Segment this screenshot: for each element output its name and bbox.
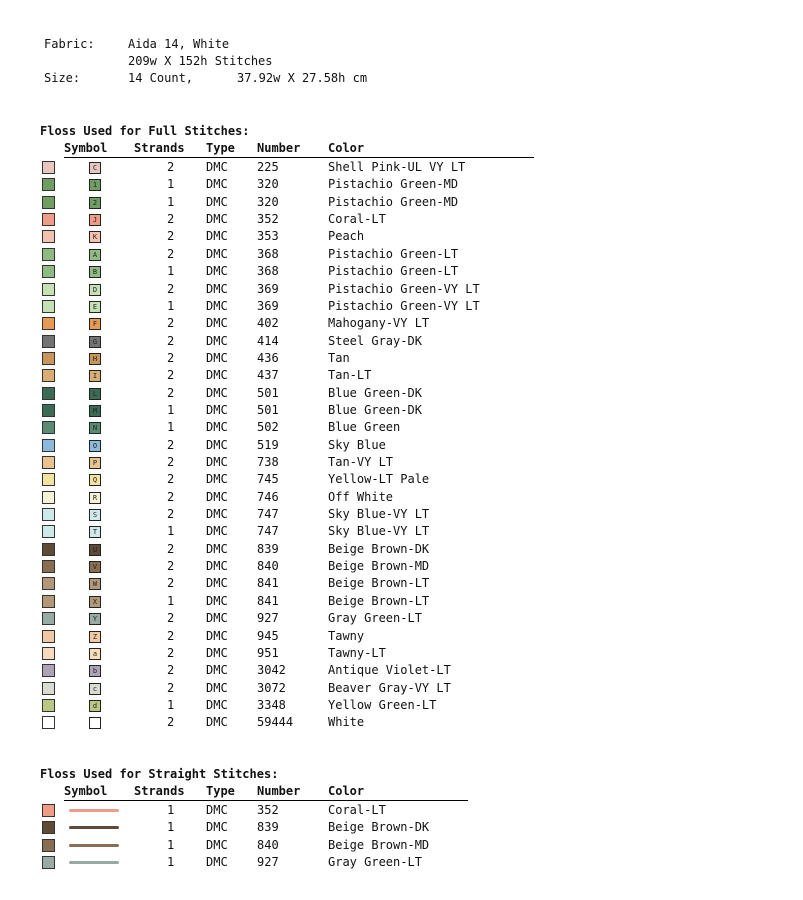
color-name: Beige Brown-MD <box>328 837 430 852</box>
color-swatch <box>42 508 55 521</box>
number-value: 839 <box>257 541 279 556</box>
symbol-glyph: D <box>89 284 101 296</box>
table-row <box>40 523 535 540</box>
table-row <box>40 298 535 315</box>
color-name: Yellow-LT Pale <box>328 472 430 487</box>
fabric-value: Aida 14, White <box>128 37 230 51</box>
type-value: DMC <box>206 229 228 244</box>
color-name: Beige Brown-MD <box>328 559 430 573</box>
table-row <box>40 263 535 280</box>
strands-value: 1 <box>167 854 175 869</box>
color-swatch <box>42 456 55 469</box>
header-number: Number <box>257 784 301 798</box>
strands-value: 2 <box>167 437 175 452</box>
number-value: 840 <box>257 837 279 852</box>
symbol-glyph: R <box>89 492 101 504</box>
stitch-line-sample <box>69 826 119 829</box>
type-value: DMC <box>206 697 228 712</box>
color-swatch <box>42 404 55 417</box>
strands-value: 1 <box>167 593 175 608</box>
number-value: 3348 <box>257 697 286 712</box>
table-row <box>40 506 535 523</box>
symbol-glyph: G <box>89 336 101 348</box>
color-swatch <box>42 335 55 348</box>
strands-value: 2 <box>167 663 175 678</box>
number-value: 353 <box>257 229 279 244</box>
table-row <box>40 315 535 332</box>
table-row <box>40 558 535 575</box>
color-swatch <box>42 387 55 400</box>
color-swatch <box>42 647 55 660</box>
color-name: Beige Brown-LT <box>328 576 430 591</box>
stitch-line-sample <box>69 861 119 864</box>
fabric-line <box>44 36 230 53</box>
symbol-glyph: I <box>89 370 101 382</box>
strands-value: 1 <box>167 264 175 279</box>
stitches-value: 209w X 152h Stitches <box>128 54 273 68</box>
color-name: Pistachio Green-LT <box>328 246 459 261</box>
number-value: 951 <box>257 645 279 660</box>
number-value: 225 <box>257 160 279 174</box>
color-swatch <box>42 839 55 852</box>
symbol-glyph: 2 <box>89 197 101 209</box>
strands-value: 2 <box>167 541 175 556</box>
strands-value: 2 <box>167 350 175 365</box>
symbol-glyph: W <box>89 578 101 590</box>
number-value: 927 <box>257 611 279 626</box>
color-name: Pistachio Green-MD <box>328 194 459 209</box>
strands-value: 2 <box>167 576 175 591</box>
strands-value: 2 <box>167 472 175 487</box>
number-value: 3042 <box>257 663 286 678</box>
strands-value: 2 <box>167 715 175 730</box>
header-number: Number <box>257 141 301 155</box>
number-value: 746 <box>257 489 279 504</box>
number-value: 320 <box>257 177 279 192</box>
header-symbol: Symbol <box>64 784 108 798</box>
color-name: Tawny-LT <box>328 645 386 660</box>
number-value: 501 <box>257 385 279 400</box>
color-swatch <box>42 439 55 452</box>
type-value: DMC <box>206 680 228 695</box>
full-stitches-header <box>40 140 535 157</box>
type-value: DMC <box>206 246 228 261</box>
type-value: DMC <box>206 663 228 678</box>
strands-value: 2 <box>167 680 175 695</box>
table-row <box>40 333 535 350</box>
color-swatch <box>42 804 55 817</box>
straight-stitches-header <box>40 783 470 800</box>
type-value: DMC <box>206 455 228 469</box>
color-swatch <box>42 196 55 209</box>
color-name: Tan-LT <box>328 368 372 383</box>
table-row <box>40 837 470 854</box>
symbol-glyph: d <box>89 700 101 712</box>
strands-value: 1 <box>167 803 175 817</box>
color-swatch <box>42 699 55 712</box>
table-row <box>40 593 535 610</box>
straight-header-rule <box>64 800 468 801</box>
color-name: Tawny <box>328 628 365 643</box>
table-row <box>40 367 535 384</box>
symbol-glyph: B <box>89 266 101 278</box>
color-name: Beaver Gray-VY LT <box>328 680 451 695</box>
type-value: DMC <box>206 472 228 487</box>
symbol-glyph: S <box>89 509 101 521</box>
type-value: DMC <box>206 611 228 626</box>
number-value: 927 <box>257 854 279 869</box>
color-name: White <box>328 715 365 730</box>
color-swatch <box>42 248 55 261</box>
strands-value: 1 <box>167 402 175 417</box>
strands-value: 2 <box>167 489 175 504</box>
symbol-glyph: M <box>89 405 101 417</box>
type-value: DMC <box>206 489 228 504</box>
color-swatch <box>42 213 55 226</box>
strands-value: 1 <box>167 177 175 192</box>
symbol-glyph: N <box>89 422 101 434</box>
table-row <box>40 714 535 731</box>
type-value: DMC <box>206 177 228 192</box>
color-name: Gray Green-LT <box>328 611 422 626</box>
color-name: Sky Blue-VY LT <box>328 507 430 521</box>
strands-value: 2 <box>167 455 175 469</box>
color-swatch <box>42 161 55 174</box>
strands-value: 1 <box>167 298 175 313</box>
type-value: DMC <box>206 854 228 869</box>
type-value: DMC <box>206 368 228 383</box>
table-row <box>40 228 535 245</box>
header-color: Color <box>328 141 365 155</box>
number-value: 369 <box>257 298 279 313</box>
type-value: DMC <box>206 507 228 521</box>
number-value: 738 <box>257 455 279 469</box>
symbol-glyph: Y <box>89 613 101 625</box>
table-row <box>40 489 535 506</box>
strands-value: 1 <box>167 420 175 435</box>
symbol-glyph: O <box>89 440 101 452</box>
table-row <box>40 471 535 488</box>
symbol-glyph: E <box>89 301 101 313</box>
color-name: Pistachio Green-VY LT <box>328 281 480 296</box>
color-name: Beige Brown-DK <box>328 541 430 556</box>
color-swatch <box>42 491 55 504</box>
color-swatch <box>42 317 55 330</box>
type-value: DMC <box>206 628 228 643</box>
color-name: Mahogany-VY LT <box>328 316 430 331</box>
type-value: DMC <box>206 160 228 174</box>
type-value: DMC <box>206 264 228 279</box>
color-name: Sky Blue <box>328 437 386 452</box>
table-row <box>40 802 470 819</box>
number-value: 747 <box>257 524 279 539</box>
header-type: Type <box>206 141 235 155</box>
size-count: 14 Count, <box>128 71 194 85</box>
strands-value: 2 <box>167 385 175 400</box>
color-name: Tan <box>328 350 350 365</box>
number-value: 747 <box>257 507 279 521</box>
color-swatch <box>42 421 55 434</box>
symbol-glyph: P <box>89 457 101 469</box>
strands-value: 2 <box>167 559 175 573</box>
table-row <box>40 541 535 558</box>
number-value: 839 <box>257 820 279 835</box>
number-value: 501 <box>257 402 279 417</box>
type-value: DMC <box>206 420 228 435</box>
type-value: DMC <box>206 281 228 296</box>
number-value: 352 <box>257 803 279 817</box>
number-value: 320 <box>257 194 279 209</box>
strands-value: 2 <box>167 281 175 296</box>
number-value: 369 <box>257 281 279 296</box>
color-name: Blue Green-DK <box>328 402 422 417</box>
strands-value: 1 <box>167 697 175 712</box>
color-swatch <box>42 265 55 278</box>
size-label: Size: <box>44 71 81 85</box>
color-swatch <box>42 525 55 538</box>
color-swatch <box>42 230 55 243</box>
table-row <box>40 454 535 471</box>
symbol-glyph: T <box>89 526 101 538</box>
type-value: DMC <box>206 437 228 452</box>
number-value: 502 <box>257 420 279 435</box>
strands-value: 1 <box>167 837 175 852</box>
symbol-glyph: X <box>89 596 101 608</box>
strands-value: 1 <box>167 820 175 835</box>
color-name: Shell Pink-UL VY LT <box>328 160 466 174</box>
number-value: 519 <box>257 437 279 452</box>
color-name: Coral-LT <box>328 212 386 227</box>
number-value: 3072 <box>257 680 286 695</box>
color-name: Coral-LT <box>328 803 386 817</box>
symbol-glyph: L <box>89 388 101 400</box>
color-swatch <box>42 577 55 590</box>
header-symbol: Symbol <box>64 141 108 155</box>
strands-value: 2 <box>167 229 175 244</box>
type-value: DMC <box>206 212 228 227</box>
color-name: Pistachio Green-LT <box>328 264 459 279</box>
color-swatch <box>42 821 55 834</box>
type-value: DMC <box>206 333 228 348</box>
strands-value: 2 <box>167 507 175 521</box>
strands-value: 2 <box>167 628 175 643</box>
number-value: 368 <box>257 264 279 279</box>
table-row <box>40 437 535 454</box>
size-line <box>44 70 368 87</box>
type-value: DMC <box>206 385 228 400</box>
table-row <box>40 575 535 592</box>
type-value: DMC <box>206 316 228 331</box>
symbol-glyph: H <box>89 353 101 365</box>
number-value: 368 <box>257 246 279 261</box>
symbol-glyph: K <box>89 231 101 243</box>
symbol-glyph: c <box>89 683 101 695</box>
type-value: DMC <box>206 350 228 365</box>
color-swatch <box>42 369 55 382</box>
symbol-glyph <box>89 717 101 729</box>
color-name: Yellow Green-LT <box>328 697 437 712</box>
symbol-glyph: a <box>89 648 101 660</box>
strands-value: 1 <box>167 524 175 539</box>
color-name: Blue Green-DK <box>328 385 422 400</box>
type-value: DMC <box>206 837 228 852</box>
color-swatch <box>42 283 55 296</box>
stitches-line <box>44 53 273 70</box>
symbol-glyph: A <box>89 249 101 261</box>
color-name: Blue Green <box>328 420 401 435</box>
table-row <box>40 645 535 662</box>
type-value: DMC <box>206 576 228 591</box>
strands-value: 2 <box>167 160 175 174</box>
table-row <box>40 281 535 298</box>
table-row <box>40 697 535 714</box>
color-name: Tan-VY LT <box>328 455 394 469</box>
type-value: DMC <box>206 803 228 817</box>
type-value: DMC <box>206 820 228 835</box>
header-color: Color <box>328 784 365 798</box>
full-header-rule <box>64 157 534 158</box>
number-value: 352 <box>257 212 279 227</box>
table-row <box>40 610 535 627</box>
color-swatch <box>42 178 55 191</box>
header-strands: Strands <box>134 141 185 155</box>
symbol-glyph: b <box>89 665 101 677</box>
color-name: Beige Brown-DK <box>328 820 430 835</box>
color-swatch <box>42 352 55 365</box>
color-swatch <box>42 682 55 695</box>
symbol-glyph: J <box>89 214 101 226</box>
symbol-glyph: 1 <box>89 179 101 191</box>
type-value: DMC <box>206 593 228 608</box>
color-swatch <box>42 543 55 556</box>
strands-value: 2 <box>167 611 175 626</box>
table-row <box>40 194 535 211</box>
strands-value: 2 <box>167 246 175 261</box>
strands-value: 1 <box>167 194 175 209</box>
table-row <box>40 819 470 836</box>
header-strands: Strands <box>134 784 185 798</box>
number-value: 945 <box>257 628 279 643</box>
type-value: DMC <box>206 559 228 573</box>
color-name: Pistachio Green-MD <box>328 177 459 192</box>
number-value: 841 <box>257 576 279 591</box>
color-swatch <box>42 664 55 677</box>
symbol-glyph: Z <box>89 631 101 643</box>
table-row <box>40 246 535 263</box>
color-swatch <box>42 716 55 729</box>
table-row <box>40 176 535 193</box>
type-value: DMC <box>206 194 228 209</box>
table-row <box>40 211 535 228</box>
color-swatch <box>42 630 55 643</box>
color-name: Sky Blue-VY LT <box>328 524 430 539</box>
color-name: Pistachio Green-VY LT <box>328 298 480 313</box>
straight-stitches-title: Floss Used for Straight Stitches: <box>40 767 279 781</box>
number-value: 59444 <box>257 715 294 730</box>
table-row <box>40 662 535 679</box>
stitch-line-sample <box>69 809 119 812</box>
color-swatch <box>42 560 55 573</box>
strands-value: 2 <box>167 316 175 331</box>
table-row <box>40 680 535 697</box>
table-row <box>40 419 535 436</box>
symbol-glyph: U <box>89 544 101 556</box>
color-swatch <box>42 595 55 608</box>
table-row <box>40 628 535 645</box>
header-type: Type <box>206 784 235 798</box>
number-value: 402 <box>257 316 279 331</box>
strands-value: 2 <box>167 212 175 227</box>
color-name: Beige Brown-LT <box>328 593 430 608</box>
strands-value: 2 <box>167 368 175 383</box>
color-swatch <box>42 856 55 869</box>
type-value: DMC <box>206 645 228 660</box>
color-name: Off White <box>328 489 394 504</box>
number-value: 840 <box>257 559 279 573</box>
full-stitches-title: Floss Used for Full Stitches: <box>40 124 250 138</box>
number-value: 745 <box>257 472 279 487</box>
table-row <box>40 854 470 871</box>
stitch-line-sample <box>69 844 119 847</box>
type-value: DMC <box>206 715 228 730</box>
color-name: Gray Green-LT <box>328 854 422 869</box>
size-dims: 37.92w X 27.58h cm <box>237 71 368 85</box>
type-value: DMC <box>206 541 228 556</box>
table-row <box>40 159 535 176</box>
fabric-label: Fabric: <box>44 37 95 51</box>
symbol-glyph: Q <box>89 474 101 486</box>
number-value: 437 <box>257 368 279 383</box>
number-value: 436 <box>257 350 279 365</box>
number-value: 414 <box>257 333 279 348</box>
table-row <box>40 402 535 419</box>
type-value: DMC <box>206 524 228 539</box>
table-row <box>40 385 535 402</box>
symbol-glyph: V <box>89 561 101 573</box>
strands-value: 2 <box>167 645 175 660</box>
table-row <box>40 350 535 367</box>
color-name: Antique Violet-LT <box>328 663 451 678</box>
type-value: DMC <box>206 298 228 313</box>
color-swatch <box>42 300 55 313</box>
color-swatch <box>42 473 55 486</box>
color-name: Steel Gray-DK <box>328 333 422 348</box>
symbol-glyph: C <box>89 162 101 174</box>
color-swatch <box>42 612 55 625</box>
number-value: 841 <box>257 593 279 608</box>
type-value: DMC <box>206 402 228 417</box>
strands-value: 2 <box>167 333 175 348</box>
symbol-glyph: F <box>89 318 101 330</box>
color-name: Peach <box>328 229 365 244</box>
